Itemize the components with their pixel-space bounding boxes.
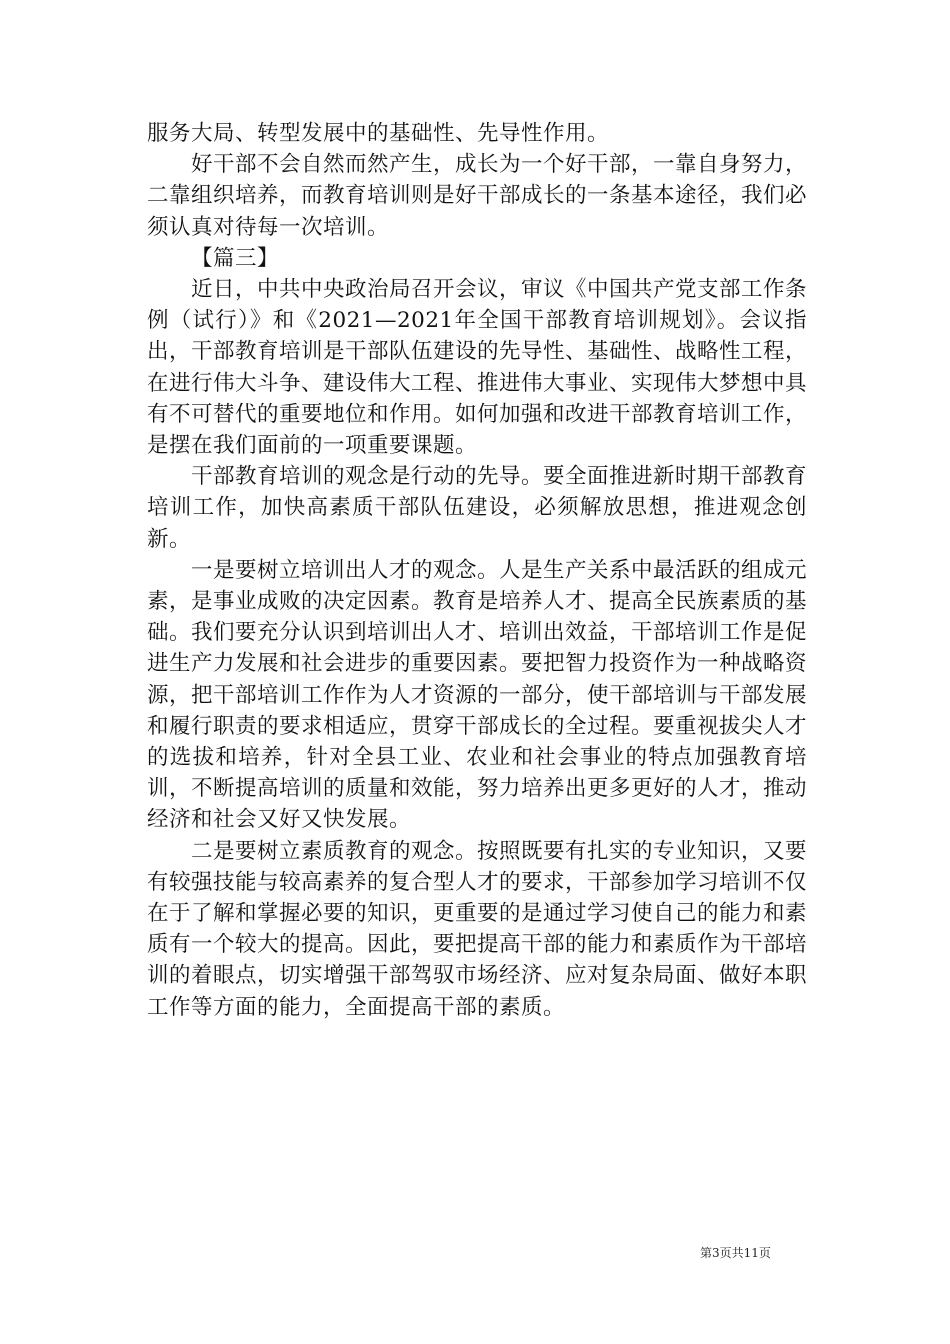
paragraph-3: 近日，中共中央政治局召开会议，审议《中国共产党支部工作条例（试行）》和《2021—2021年全国干部教育培训规划》。会议指出，干部教育培训是干部队伍建设的先导性、基础性、战略性工程，在进行伟大斗争、建设伟大工程、推进伟大事业、实现伟大梦想中具有不可替代的重要地位和作用。如何加强和改进干部教育培训工作，是摆在我们面前的一项重要课题。 bbox=[147, 277, 808, 459]
paragraph-2: 好干部不会自然而然产生，成长为一个好干部，一靠自身努力，二靠组织培养，而教育培训则是好干部成长的一条基本途径，我们必须认真对待每一次培训。 bbox=[147, 152, 808, 240]
page-number: 第3页共11页 bbox=[700, 1246, 771, 1260]
paragraph-6: 二是要树立素质教育的观念。按照既要有扎实的专业知识，又要有较强技能与较高素养的复合型人才的要求，干部参加学习培训不仅在于了解和掌握必要的知识，更重要的是通过学习使自己的能力和素质有一个较大的提高。因此，要把提高干部的能力和素质作为干部培训的着眼点，切实增强干部驾驭市场经济、应对复杂局面、做好本职工作等方面的能力，全面提高干部的素质。 bbox=[147, 838, 808, 1020]
section-heading: 【篇三】 bbox=[191, 245, 280, 271]
paragraph-5: 一是要树立培训出人才的观念。人是生产关系中最活跃的组成元素，是事业成败的决定因素。教育是培养人才、提高全民族素质的基础。我们要充分认识到培训出人才、培训出效益，干部培训工作是促进生产力发展和社会进步的重要因素。要把智力投资作为一种战略资源，把干部培训工作作为人才资源的一部分，使干部培训与干部发展和履行职责的要求相适应，贯穿干部成长的全过程。要重视拔尖人才的选拔和培养，针对全县工业、农业和社会事业的特点加强教育培训，不断提高培训的质量和效能，努力培养出更多更好的人才，推动经济和社会又好又快发展。 bbox=[147, 557, 808, 833]
paragraph-1: 服务大局、转型发展中的基础性、先导性作用。 bbox=[147, 121, 610, 146]
paragraph-4: 干部教育培训的观念是行动的先导。要全面推进新时期干部教育培训工作，加快高素质干部队伍建设，必须解放思想，推进观念创新。 bbox=[147, 464, 808, 552]
document-body bbox=[147, 118, 807, 1023]
